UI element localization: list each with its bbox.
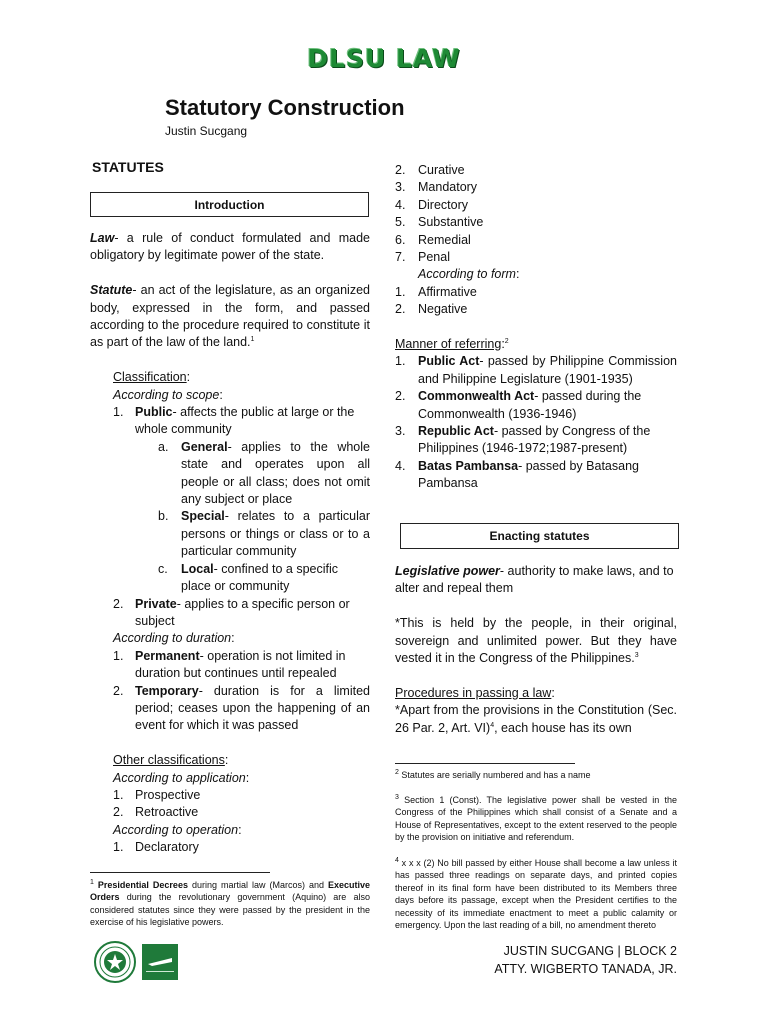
other-classifications-heading: Other classifications: (113, 753, 229, 768)
list-item-retroactive: 2. Retroactive (113, 805, 199, 820)
footnote-2: $^2$ Statutes are serially numbered and has a name (395, 769, 591, 780)
list-item-special: b. Special- relates to a particular persons or things or class or to a particular community (158, 509, 370, 559)
statute-term: Statute (90, 283, 133, 298)
law-def: - a rule of conduct formulated and made obligatory by legitimate power of the state. (90, 231, 370, 263)
list-item-declaratory: 1. Declaratory (113, 840, 199, 855)
left-column (90, 230, 370, 857)
law-term: Law (90, 231, 115, 245)
list-item-public: 1. Public- affects the public at large or the whole community (113, 405, 355, 437)
list-item-private: 2. Private- applies to a specific person or subject (113, 596, 350, 628)
section-heading-statutes: STATUTES (92, 159, 164, 175)
list-item-batas-pambansa: 4. Batas Pambansa- passed by Batasang Pambansa (395, 458, 639, 491)
list-item-temporary: 2. Temporary- duration is for a limited period; ceases upon the happening of an event for which it was passed (113, 683, 370, 733)
dlsu-law-logo: DLSU LAW (307, 44, 461, 73)
list-item-permanent: 1. Permanent- operation is not limited in duration but continues until repealed (113, 648, 346, 681)
footer-line-2: ATTY. WIGBERTO TANADA, JR. (494, 962, 677, 976)
footnote-4: $^4$ x x x (2) No bill passed by either House shall become a law unless it has passed three readings on separate days, and printed copies thereof in its final form have been distributed to its Members three days before its passage, except when the President certifies to the necessity of its immediate enactment to meet a public calamity or emergency. Upon the last reading of a bill, no amendment thereto (395, 857, 677, 931)
list-item-substantive: 5. Substantive (395, 215, 484, 230)
college-of-law-logo-icon (142, 944, 178, 980)
page-footer (494, 942, 677, 978)
list-item-prospective: 1. Prospective (113, 787, 201, 802)
application-heading: According to application: (113, 770, 250, 785)
statute-definition (90, 282, 370, 352)
scope-heading: According to scope: (113, 387, 223, 402)
list-item-curative: 2. Curative (395, 163, 465, 177)
list-item-negative: 2. Negative (395, 302, 468, 317)
footnote-3: $^3$ Section 1 (Const). The legislative power shall be vested in the Congress of the Philippines which shall consist of a Senate and a House of Representatives, except to the extent reserved to the people by the provision on initiative and referendum. (395, 794, 677, 843)
statute-def: - an act of the legislature, as an organized body, expressed in the form, and passed according to the procedure required to constitute it as part of the law of the land. (90, 283, 370, 350)
classification-heading: Classification: (113, 370, 191, 385)
law-definition (90, 230, 370, 265)
list-item-republic-act: 3. Republic Act- passed by Congress of the Philippines (1946-1972;1987-present) (395, 424, 651, 456)
list-item-directory: 4. Directory (395, 197, 469, 212)
introduction-box (90, 192, 369, 217)
footer-line-1: JUSTIN SUCGANG | BLOCK 2 (503, 944, 677, 958)
list-item-general: a. General- applies to the whole state and operates upon all people or all class; does not omit any subject or place (158, 439, 370, 507)
operation-heading: According to operation: (113, 822, 242, 837)
duration-heading: According to duration: (113, 631, 235, 646)
footnote-ref-1: 1 (250, 336, 255, 344)
page-title: Statutory Construction (165, 95, 405, 120)
list-item-remedial: 6. Remedial (395, 232, 471, 247)
list-item-affirmative: 1. Affirmative (395, 284, 477, 299)
list-item-penal: 7. Penal (395, 250, 450, 265)
list-item-commonwealth-act: 2. Commonwealth Act- passed during the Commonwealth (1936-1946) (395, 389, 642, 421)
list-item-local: c. Local- confined to a specific place or community (158, 561, 339, 594)
enacting-statutes-box-label: Enacting statutes (489, 529, 590, 543)
footnote-separator-left (90, 872, 270, 873)
held-by-people-note: *This is held by the people, in their original, sovereign and unlimited power. But they have vested it in the Congress of the Philippines.$^3$ (395, 616, 677, 666)
right-column (395, 162, 677, 493)
footnote-separator-right (395, 763, 575, 764)
form-heading: According to form: (418, 267, 520, 282)
enacting-statutes-box (400, 523, 679, 549)
procedures-heading: Procedures in passing a law: (395, 685, 555, 700)
referring-heading: Manner of referring:$^2$ (395, 337, 509, 352)
introduction-box-label: Introduction (194, 197, 265, 212)
right-column-lower (395, 563, 677, 737)
list-item-mandatory: 3. Mandatory (395, 180, 478, 195)
dlsu-seal-icon (94, 941, 136, 983)
apart-from-note: *Apart from the provisions in the Constitution (Sec. 26 Par. 2, Art. VI)$^4$, each house has its own (395, 703, 677, 735)
list-item-public-act: 1. Public Act- passed by Philippine Commission and Philippine Legislature (1901-1935) (395, 354, 677, 386)
author-name: Justin Sucgang (165, 124, 248, 138)
footnote-1: $^1$ Presidential Decrees during martial law (Marcos) and Executive Orders during the revolutionary government (Aquino) are also considered statutes since they were passed by the president in the exercise of his legislative powers. (90, 879, 370, 928)
legislative-power-definition: Legislative power- authority to make laws, and to alter and repeal them (395, 564, 674, 596)
